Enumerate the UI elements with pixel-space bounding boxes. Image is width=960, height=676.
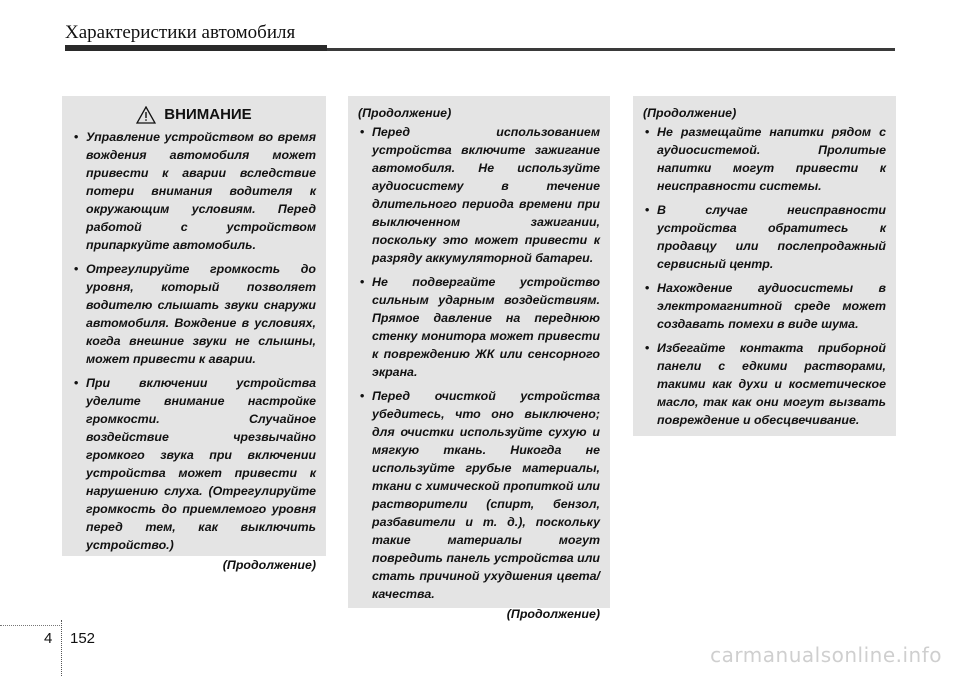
warning-item: • При включении устройства уделите внимание настройке громкости. Случайное воздействие чрезвычайно громкого звука при включении устройства может привести к нарушению слуха. (Отрегулируйте громкость до приемлемого уровня перед тем, как выключить устройство.) [72, 374, 316, 554]
warning-title-row [72, 104, 316, 126]
warning-box-continued-2 [633, 96, 896, 436]
footer-divider [0, 625, 62, 626]
warning-item: • Не подвергайте устройство сильным ударным воздействиям. Прямое давление на переднюю стенку монитора может привести к повреждению ЖК или сенсорного экрана. [358, 273, 600, 381]
warning-list [358, 123, 600, 603]
continued-label: (Продолжение) [506, 607, 600, 621]
warning-item: • Перед очисткой устройства убедитесь, что оно выключено; для очистки используйте сухую и мягкую ткань. Никогда не используйте грубые материалы, ткани с химической пропиткой или растворители (спирт, бензол, разбавители и т. д.), поскольку такие материалы могут повредить панель устройства или стать причиной ухудшения цвета/качества. [358, 387, 600, 603]
warning-item: • Перед использованием устройства включите зажигание автомобиля. Не используйте аудиосистему в течение длительного периода времени при выключенном зажигании, поскольку это может привести к разряду аккумуляторной батареи. [358, 123, 600, 267]
warning-item: • Избегайте контакта приборной панели с едкими растворами, такими как духи и косметическое масло, так как они могут вызвать повреждение и обесцвечивание. [643, 339, 886, 429]
warning-list [72, 128, 316, 554]
continued-label-top: (Продолжение) [358, 106, 452, 120]
warning-item: • Не размещайте напитки рядом с аудиосистемой. Пролитые напитки могут привести к неисправности системы. [643, 123, 886, 195]
warning-item: • В случае неисправности устройства обратитесь к продавцу или послепродажный сервисный центр. [643, 201, 886, 273]
warning-item: • Управление устройством во время вождения автомобиля может привести к аварии вследствие потери внимания водителя к окружающим условиям. Перед работой с устройством припаркуйте автомобиль. [72, 128, 316, 254]
footer-separator [61, 620, 62, 676]
continued-label: (Продолжение) [222, 558, 316, 572]
watermark: carmanualsonline.info [710, 643, 942, 667]
warning-list [643, 123, 886, 429]
page-header-title: Характеристики автомобиля [65, 22, 296, 43]
page-number: 152 [70, 630, 96, 647]
warning-item: • Нахождение аудиосистемы в электромагнитной среде может создавать помехи в виде шума. [643, 279, 886, 333]
warning-box [62, 96, 326, 572]
warning-title: ВНИМАНИЕ [164, 106, 252, 123]
warning-item: • Отрегулируйте громкость до уровня, который позволяет водителю слышать звуки снаружи автомобиля. Вождение в условиях, когда внешние звуки не слышны, может привести к аварии. [72, 260, 316, 368]
warning-box-continued-1 [348, 96, 610, 621]
header-rule-accent [65, 45, 327, 51]
continued-label-top: (Продолжение) [643, 106, 737, 120]
warning-triangle-icon [136, 106, 156, 124]
section-number: 4 [44, 630, 53, 647]
